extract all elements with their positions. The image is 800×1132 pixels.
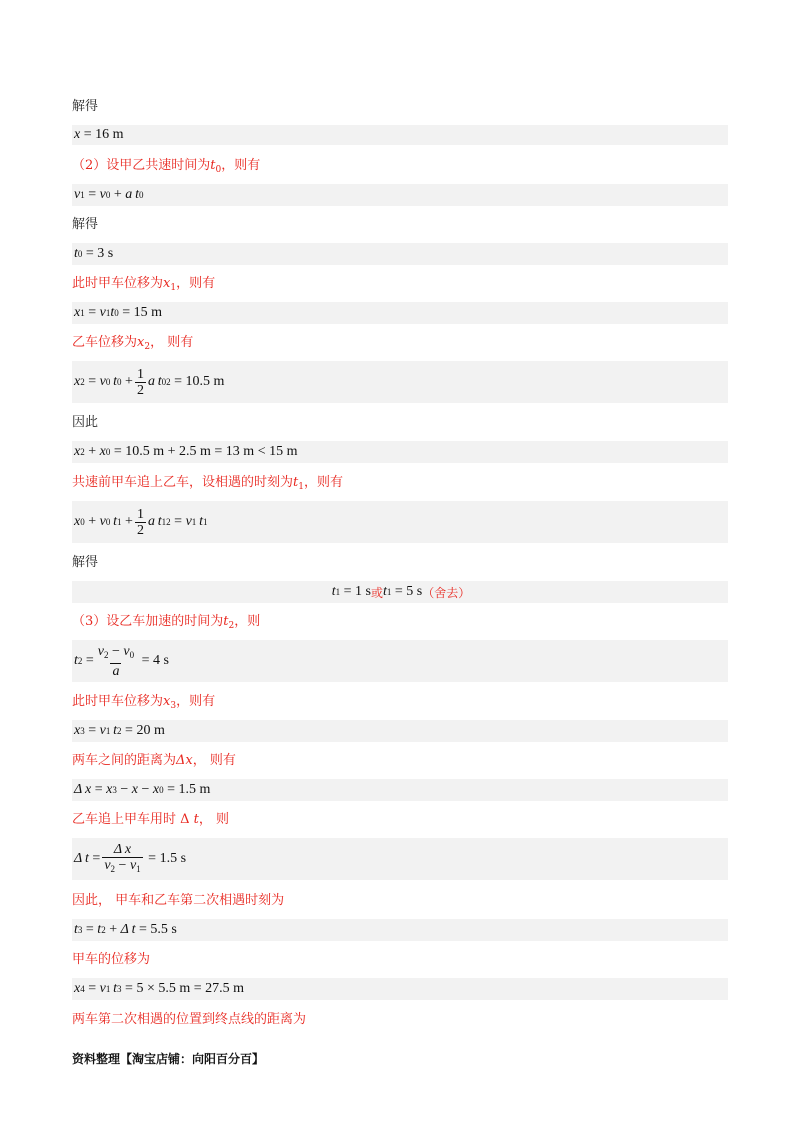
equation-t1: t 1 = 1 s 或 t 1 = 5 s （舍去） [72, 581, 728, 603]
text-line: 乙车位移为$x_2$， 则有 [72, 335, 194, 352]
text-line: 共速前甲车追上乙车，设相遇的时刻为$t_1$，则有 [72, 475, 343, 492]
equation-dt: Δ t = $\frac{\text{Δ x}}{v_2 - v_1}$ = 1.5 s [72, 838, 728, 880]
text-line: 解得 [72, 217, 99, 232]
text-line: 两车第二次相遇的位置到终点线的距离为 [72, 1012, 307, 1027]
text-line: 此时甲车位移为$x_3$，则有 [72, 694, 216, 711]
text-line: 乙车追上甲车用时 Δ t， 则 [72, 812, 230, 827]
text-line: （3）设乙车加速的时间为$t_2$，则 [72, 614, 261, 631]
equation-t3: t 3 = t 2 + Δ t = 5.5 s [72, 919, 728, 941]
text-line: 解得 [72, 555, 99, 570]
equation-t2: t 2 = $\frac{v_2 - v_0}{a}$ = 4 s [72, 640, 728, 682]
equation-dx: Δ x = x 3 − x − x 0 = 1.5 m [72, 779, 728, 801]
equation-sum: x 2 + x 0 = 10.5 m + 2.5 m = 13 m < 15 m [72, 441, 728, 463]
text-line: 因此， 甲车和乙车第二次相遇时刻为 [72, 893, 285, 908]
equation-x3: x 3 = v 1 t 2 = 20 m [72, 720, 728, 742]
text-line: （2）设甲乙共速时间为$t_0$，则有 [72, 158, 261, 175]
equation-x1: x 1 = v 1 t 0 = 15 m [72, 302, 728, 324]
equation-t0: t 0 = 3 s [72, 243, 728, 265]
text-line: 两车之间的距离为Δx， 则有 [72, 753, 236, 768]
equation-x2: x 2 = v 0 t 0 + $\frac{1}{2}$ a t 0 2 = 10.5 m [72, 361, 728, 403]
equation-x: x = 16 m [72, 125, 728, 145]
text-line: 解得 [72, 99, 99, 114]
text-line: 甲车的位移为 [72, 952, 151, 967]
equation-x4: x 4 = v 1 t 3 = 5 × 5.5 m = 27.5 m [72, 978, 728, 1000]
text-line: 因此 [72, 415, 99, 430]
footer-source: 资料整理【淘宝店铺：向阳百分百】 [72, 1052, 265, 1066]
equation-meet: x 0 + v 0 t 1 + $\frac{1}{2}$ a t 1 2 = v 1 t 1 [72, 501, 728, 543]
text-line: 此时甲车位移为$x_1$，则有 [72, 276, 216, 293]
equation-v1: v 1 = v 0 + a t 0 [72, 184, 728, 206]
